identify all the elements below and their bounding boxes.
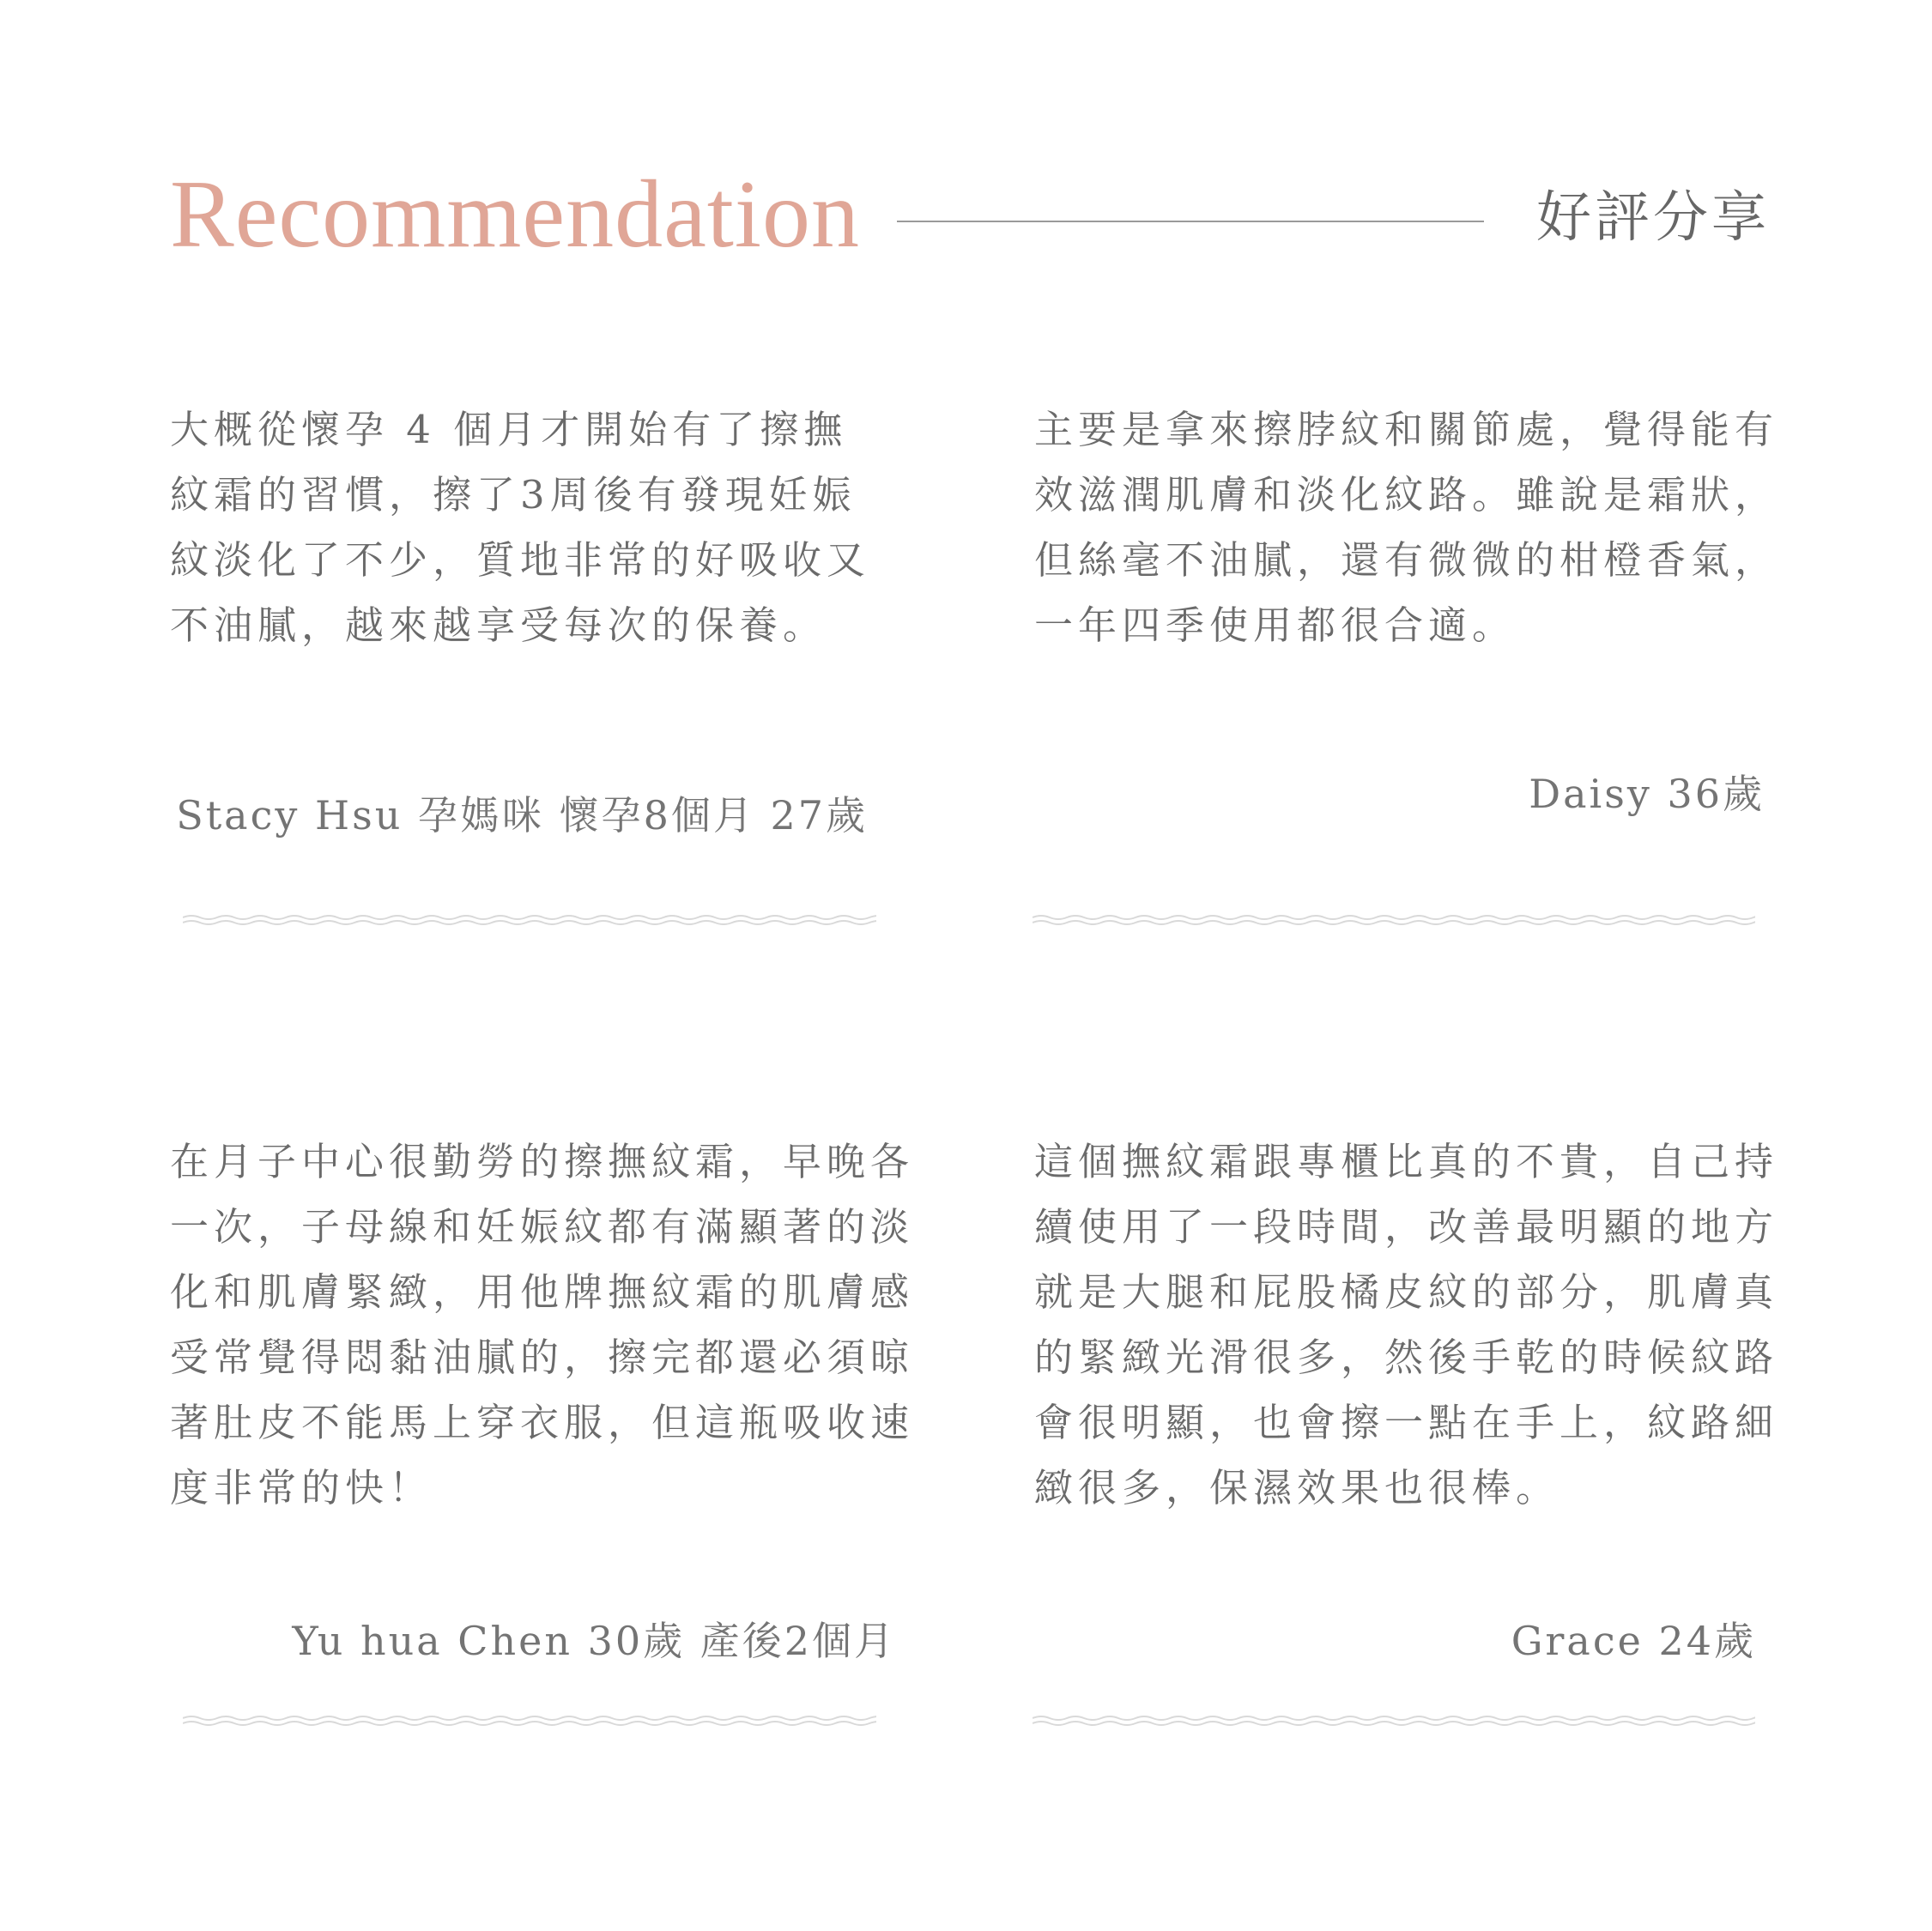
review-author: Grace 24歲 [1511,1618,1756,1664]
wave-divider [183,1714,876,1728]
page-subtitle: 好評分享 [1536,186,1770,250]
header-divider [897,221,1484,222]
review-text: 主要是拿來擦脖紋和關節處，覺得能有效滋潤肌膚和淡化紋路。雖說是霜狀，但絲毫不油膩，還有微微的柑橙香氣，一年四季使用都很合適。 [1034,407,1779,648]
wave-divider [1033,1714,1755,1728]
review-text: 在月子中心很勤勞的擦撫紋霜，早晚各一次，子母線和妊娠紋都有滿顯著的淡化和肌膚緊緻，用他牌撫紋霜的肌膚感受常覺得悶黏油膩的，擦完都還必須晾著肚皮不能馬上穿衣服，但這瓶吸收速度非常的快！ [170,1139,915,1510]
wave-divider [1033,913,1755,927]
review-text: 大概從懷孕 4 個月才開始有了擦撫紋霜的習慣，擦了3周後有發現妊娠紋淡化了不少，質地非常的好吸收又不油膩，越來越享受每次的保養。 [170,407,871,648]
page-title: Recommendation [170,161,861,268]
review-author: Yu hua Chen 30歲 產後2個月 [292,1618,896,1664]
review-text: 這個撫紋霜跟專櫃比真的不貴，自己持續使用了一段時間，改善最明顯的地方就是大腿和屁股橘皮紋的部分，肌膚真的緊緻光滑很多，然後手乾的時候紋路會很明顯，也會擦一點在手上，紋路細緻很多，保濕效果也很棒。 [1034,1139,1779,1510]
wave-divider [183,913,876,927]
review-author: Daisy 36歲 [1529,771,1765,817]
review-author: Stacy Hsu 孕媽咪 懷孕8個月 27歲 [176,792,868,838]
